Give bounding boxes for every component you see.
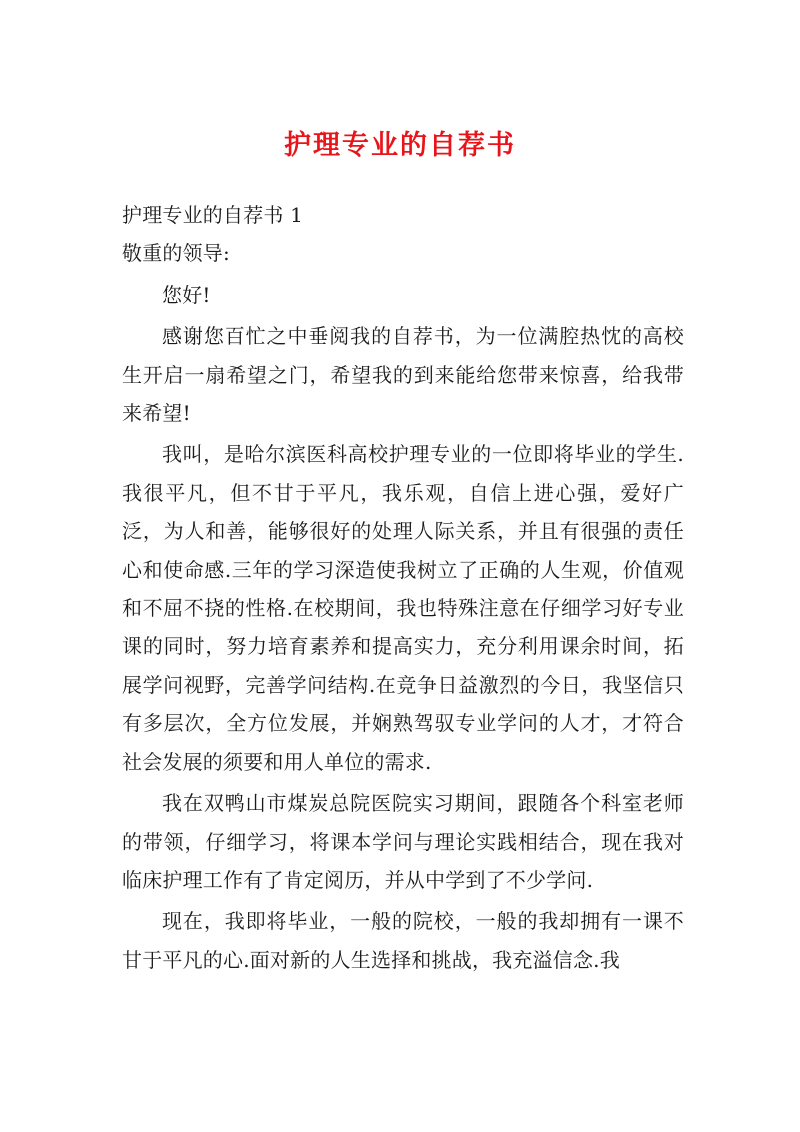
document-body [122,196,684,979]
salutation: 敬重的领导: [122,241,230,266]
paragraph: 我叫，是哈尔滨医科高校护理专业的一位即将毕业的学生.我很平凡，但不甘于平凡，我乐观，自信上进心强，爱好广泛，为人和善，能够很好的处理人际关系，并且有很强的责任心和使命感.三年的学习深造使我树立了正确的人生观，价值观和不屈不挠的性格.在校期间，我也特殊注意在仔细学习好专业课的同时，努力培育素养和提高实力，充分利用课余时间，拓展学问视野，完善学问结构.在竞争日益激烈的今日，我坚信只有多层次，全方位发展，并娴熟驾驭专业学问的人才，才符合社会发展的须要和用人单位的需求. [122,442,684,774]
greeting: 您好! [162,282,211,307]
paragraph: 我在双鸭山市煤炭总院医院实习期间，跟随各个科室老师的带领，仔细学习，将课本学问与理论实践相结合，现在我对临床护理工作有了肯定阅历，并从中学到了不少学问. [122,791,684,892]
paragraph: 现在，我即将毕业，一般的院校，一般的我却拥有一课不甘于平凡的心.面对新的人生选择和挑战，我充溢信念.我 [122,909,684,972]
paragraph: 感谢您百忙之中垂阅我的自荐书，为一位满腔热忱的高校生开启一扇希望之门，希望我的到来能给您带来惊喜，给我带来希望! [122,324,684,426]
document-subtitle: 护理专业的自荐书 1 [122,203,304,227]
document-title: 护理专业的自荐书 [284,130,516,161]
